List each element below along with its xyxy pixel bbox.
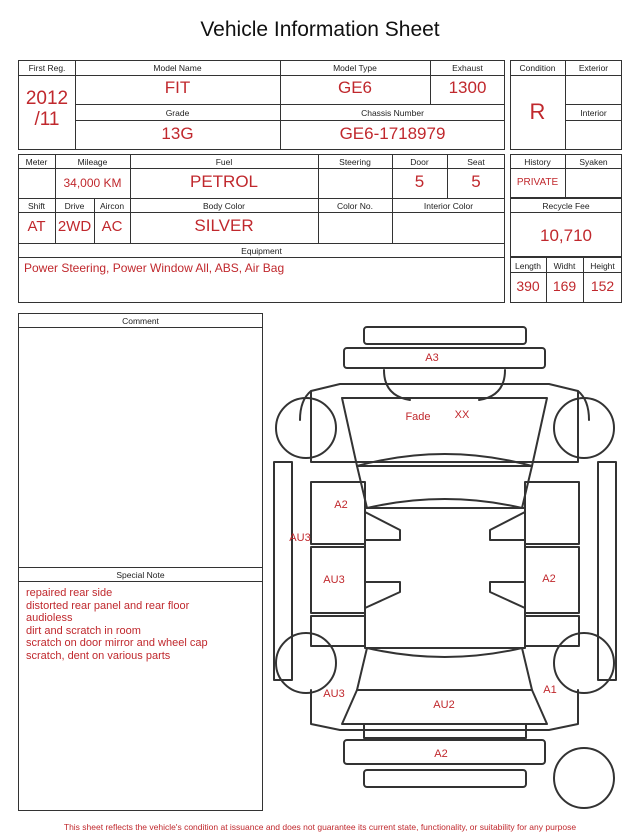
meter-label: Meter [25,157,48,167]
width-label: Widht [553,261,576,271]
recycle-fee-label: Recycle Fee [542,201,590,211]
history-value: PRIVATE [516,177,559,188]
model-type-value: GE6 [337,78,373,97]
rear-right-wheel [554,633,614,693]
special-note-item: dirt and scratch in room [26,624,141,637]
door-value: 5 [414,172,425,191]
page-title: Vehicle Information Sheet [200,18,440,41]
history-label: History [524,157,551,167]
front-left-wheel [276,398,336,458]
mark-left-pillar: AU3 [289,532,311,544]
drive-value: 2WD [57,218,92,235]
special-note-item: audioless [26,612,73,625]
equipment-label: Equipment [241,246,282,256]
first-reg-year: 2012 [25,88,69,109]
rear-bumper-lower [364,770,526,787]
condition-label: Condition [519,63,556,73]
height-value: 152 [590,278,615,294]
mark-hood-xx: XX [454,409,470,421]
spare-wheel [554,748,614,808]
interior-label: Interior [580,108,607,118]
syaken-label: Syaken [579,157,608,167]
special-note-label: Special Note [116,570,165,580]
front-right-wheel [554,398,614,458]
grade-value: 13G [161,124,194,143]
mark-tailgate: AU2 [433,699,455,711]
interior-color-label: Interior Color [423,201,474,211]
special-note-item: scratch, dent on various parts [26,649,171,662]
right-rear-quarter [525,616,579,646]
model-type-label: Model Type [333,63,377,73]
chassis-number-value: GE6-1718979 [339,124,446,143]
mark-left-rear-door: AU3 [323,574,345,586]
special-note-item: scratch on door mirror and wheel cap [26,637,208,650]
seat-value: 5 [471,172,481,191]
steering-label: Steering [339,157,371,167]
exterior-label: Exterior [578,63,609,73]
grade-label: Grade [165,108,190,118]
first-reg-label: First Reg. [28,63,66,73]
chassis-number-label: Chassis Number [361,108,424,118]
aircon-value: AC [101,218,123,235]
roof [365,508,525,648]
exhaust-value: 1300 [448,78,487,97]
mark-left-front-fender: A2 [334,499,348,511]
right-front-door [525,482,579,544]
mark-right-rear-quarter: A1 [543,684,557,696]
fuel-value: PETROL [189,172,259,191]
width-value: 169 [552,278,577,294]
right-sill [598,462,616,680]
front-body [311,384,578,462]
aircon-label: Aircon [99,201,125,211]
mark-right-rear-door: A2 [542,573,556,585]
rear-left-wheel [276,633,336,693]
mark-rear-bumper: A2 [434,748,448,760]
fuel-label: Fuel [215,157,233,167]
model-name-value: FIT [164,78,191,97]
condition-value: R [529,99,546,124]
drive-label: Drive [64,201,85,211]
left-rear-quarter [311,616,365,646]
mileage-value: 34,000 KM [63,176,122,190]
left-front-door [311,482,365,544]
height-label: Height [590,261,615,271]
exhaust-label: Exhaust [452,63,483,73]
comment-label: Comment [122,316,159,326]
mileage-label: Mileage [77,157,108,167]
equipment-value: Power Steering, Power Window All, ABS, Air Bag [24,261,285,275]
recycle-fee-value: 10,710 [540,226,592,245]
mark-left-rear-quarter: AU3 [323,688,345,700]
shift-value: AT [27,218,46,235]
rear-window [357,648,532,690]
left-sill [274,462,292,680]
seat-label: Seat [467,157,485,167]
hood [342,398,547,466]
shift-label: Shift [27,201,45,211]
disclaimer-footer: This sheet reflects the vehicle's condition at issuance and does not guarantee its current state, functionality, or suitability for any purpose [63,822,577,832]
front-bumper [344,348,545,368]
model-name-label: Model Name [153,63,202,73]
body-color-value: SILVER [194,216,254,235]
first-reg-month: /11 [34,109,60,130]
length-label: Length [515,261,541,271]
special-note-item: repaired rear side [26,587,113,599]
mark-hood-fade: Fade [405,411,431,423]
door-label: Door [410,157,429,167]
front-bumper-top [364,327,526,344]
body-color-label: Body Color [202,201,246,211]
length-value: 390 [516,278,540,294]
mark-front-bumper: A3 [425,352,439,364]
color-no-label: Color No. [337,201,373,211]
special-note-item: distorted rear panel and rear floor [26,599,190,612]
